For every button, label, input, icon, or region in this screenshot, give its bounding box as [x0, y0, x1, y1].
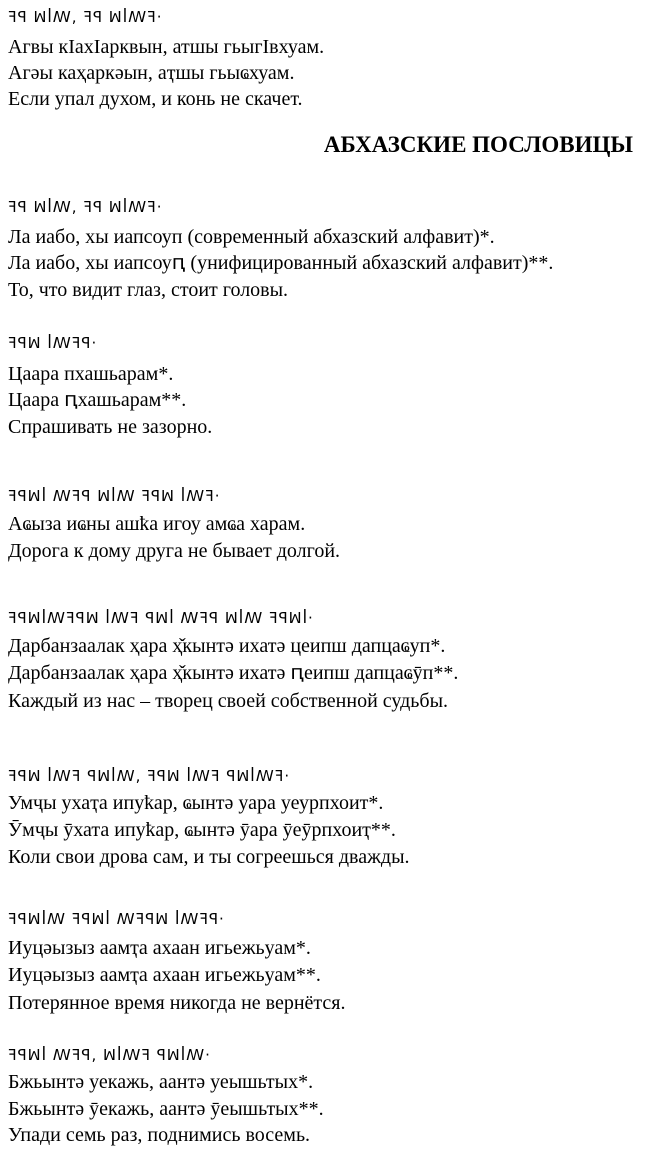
proverb-line: Аҩыза иҩны ашҟа игоу амҩа харам. [8, 513, 306, 535]
proverb-translation: Дорога к дому друга не бывает долгой. [8, 540, 341, 562]
proverb-line: Иуцәызыз аамҭа ахаан игьежьуам*. [8, 937, 311, 959]
proverb-translation: Потерянное время никогда не вернётся. [8, 992, 346, 1014]
proverb-line: Ла иабо, хы иапсоуԥ (унифицированный абхазский алфавит)**. [8, 252, 554, 274]
script-line: ꟻꟼ ꟽꟾꟿ, ꟻꟼ ꟽꟾꟿꟻ· [8, 198, 163, 216]
proverb-line: Бжьынтә уекажь, аантә уеышьтых*. [8, 1071, 314, 1093]
proverb-line: Агвы кIахIарквын, атшы гьыгIвхуам. [8, 36, 325, 58]
proverb-translation: Если упал духом, и конь не скачет. [8, 88, 303, 110]
proverb-translation: Каждый из нас – творец своей собственной судьбы. [8, 690, 449, 712]
script-line: ꟻꟼꟽ ꟾꟿꟻꟼ· [8, 334, 98, 352]
proverb-line: Цаара ԥхашьарам**. [8, 389, 187, 411]
section-heading: АБХАЗСКИЕ ПОСЛОВИЦЫ [323, 132, 633, 157]
proverb-line: Бжьынтә ӯекажь, аантә ӯеышьтых**. [8, 1098, 324, 1120]
proverb-line: Ла иабо, хы иапсоуп (современный абхазский алфавит)*. [8, 226, 495, 248]
proverb-line: Дарбанзаалак ҳара ҳ̌кынтә ихатә цеипш дапцаҩуп*. [8, 635, 446, 657]
proverb-line: Дарбанзаалак ҳара ҳ̌кынтә ихатә ԥеипш дапцаҩӯп**. [8, 662, 459, 684]
script-line: ꟻꟼꟽꟾ ꟿꟻꟼ ꟽꟾꟿ ꟻꟼꟽ ꟾꟿꟻ· [8, 487, 221, 505]
proverb-line: Умҷы ухаҭа ипуҟар, ҩынтә уара уеурпхоит*. [8, 792, 384, 814]
proverb-line: Цаара пхашьарам*. [8, 363, 174, 385]
proverb-translation: Коли свои дрова сам, и ты согреешься дважды. [8, 846, 410, 868]
script-line: ꟻꟼ ꟽꟾꟿ, ꟻꟼ ꟽꟾꟿꟻ· [8, 8, 163, 26]
proverb-line: Иуцәызыз аамҭа ахаан игьежьуам**. [8, 964, 321, 986]
proverb-translation: Упади семь раз, поднимись восемь. [8, 1124, 311, 1146]
proverb-line: Агәы каҳаркәын, аҭшы гьыҩхуам. [8, 62, 295, 84]
script-line: ꟻꟼꟽꟾꟿꟻꟼꟽ ꟾꟿꟻ ꟼꟽꟾ ꟿꟻꟼ ꟽꟾꟿ ꟻꟼꟽꟾ· [8, 609, 314, 627]
proverb-line: Ӯмҷы ӯхата ипуҟар, ҩынтә ӯара ӯеӯрпхоиҭ**. [8, 819, 396, 841]
proverb-translation: То, что видит глаз, стоит головы. [8, 279, 289, 301]
script-line: ꟻꟼꟽꟾ ꟿꟻꟼ, ꟽꟾꟿꟻ ꟼꟽꟾꟿ· [8, 1046, 211, 1064]
proverb-translation: Спрашивать не зазорно. [8, 416, 213, 438]
script-line: ꟻꟼꟽ ꟾꟿꟻ ꟼꟽꟾꟿ, ꟻꟼꟽ ꟾꟿꟻ ꟼꟽꟾꟿꟻ· [8, 767, 291, 785]
script-line: ꟻꟼꟽꟾꟿ ꟻꟼꟽꟾ ꟿꟻꟼꟽ ꟾꟿꟻꟼ· [8, 910, 225, 928]
